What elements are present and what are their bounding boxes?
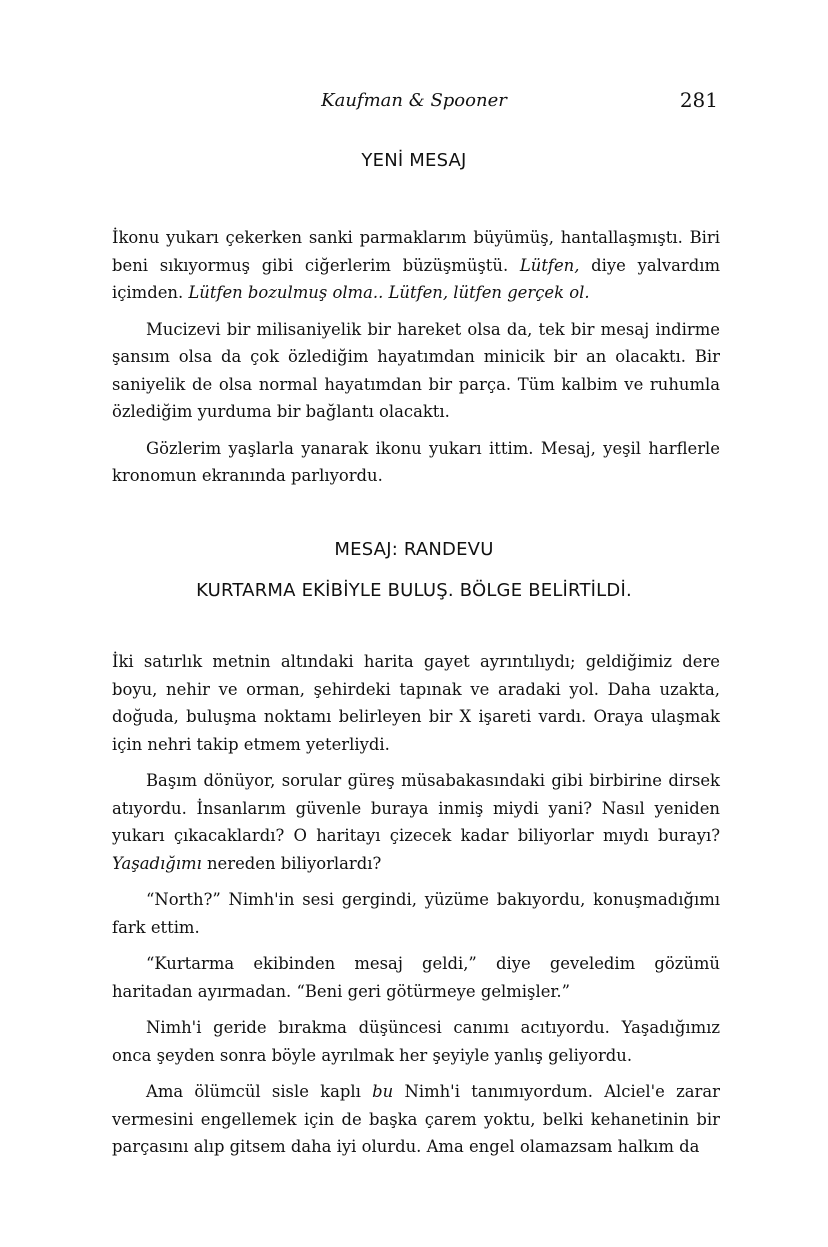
paragraph: Ama ölümcül sisle kaplı bu Nimh'i tanımıyordum. Alciel'e zarar vermesini engellemek için de başka çarem yoktu, belki kehanetinin bir parçasını alıp gitsem daha iyi olurdu. Ama engel olamazsam halkım da	[112, 1082, 720, 1156]
paragraph: Başım dönüyor, sorular güreş müsabakasındaki gibi birbirine dirsek atıyordu. İnsanlarım güvenle buraya inmiş miydi yani? Nasıl yeniden yukarı çıkacaklardı? O haritayı çizecek kadar biliyorlar mıydı burayı? Yaşadığımı nereden biliyorlardı?	[112, 771, 720, 873]
emphasis: bu	[372, 1082, 394, 1101]
section1-body	[112, 224, 720, 499]
paragraph: Mucizevi bir milisaniyelik bir hareket olsa da, tek bir mesaj indirme şansım olsa da çok özlediğim hayatımdan minicik bir an olacaktı. Bir saniyelik de olsa normal hayatımdan bir parça. Tüm kalbim ve ruhumla özlediğim yurduma bir bağlantı olacaktı.	[112, 319, 720, 421]
message-body: KURTARMA EKİBİYLE BULUŞ. BÖLGE BELİRTİLDİ.	[196, 580, 632, 601]
paragraph: “North?” Nimh'in sesi gergindi, yüzüme bakıyordu, konuşmadığımı fark ettim.	[112, 890, 720, 937]
paragraph: İkonu yukarı çekerken sanki parmaklarım büyümüş, hantallaşmıştı. Biri beni sıkıyormuş gibi ciğerlerim büzüşmüştü. Lütfen, diye yalvardım içimden. Lütfen bozulmuş olma.. Lütfen, lütfen gerçek ol.	[112, 228, 720, 302]
emphasis: Lütfen bozulmuş olma.. Lütfen, lütfen gerçek ol.	[188, 283, 590, 302]
emphasis: Lütfen,	[519, 255, 580, 275]
paragraph: İki satırlık metnin altındaki harita gayet ayrıntılıydı; geldiğimiz dere boyu, nehir ve orman, şehirdeki tapınak ve aradaki yol. Daha uzakta, doğuda, buluşma noktamı belirleyen bir X işareti vardı. Oraya ulaşmak için nehri takip etmem yeterliydi.	[112, 652, 720, 754]
paragraph: Gözlerim yaşlarla yanarak ikonu yukarı ittim. Mesaj, yeşil harflerle kronomun ekranında parlıyordu.	[112, 438, 720, 485]
section-heading: YENİ MESAJ	[361, 150, 467, 171]
page-number: 281	[679, 88, 718, 112]
running-head: Kaufman & Spooner	[321, 90, 507, 111]
section2-body	[112, 648, 720, 1170]
paragraph: “Kurtarma ekibinden mesaj geldi,” diye geveledim gözümü haritadan ayırmadan. “Beni geri götürmeye gelmişler.”	[112, 954, 720, 1001]
paragraph: Nimh'i geride bırakma düşüncesi canımı acıtıyordu. Yaşadığımız onca şeyden sonra böyle ayrılmak her şeyiyle yanlış geliyordu.	[112, 1018, 720, 1065]
message-title: MESAJ: RANDEVU	[334, 539, 494, 560]
emphasis: Yaşadığımı	[112, 853, 202, 873]
